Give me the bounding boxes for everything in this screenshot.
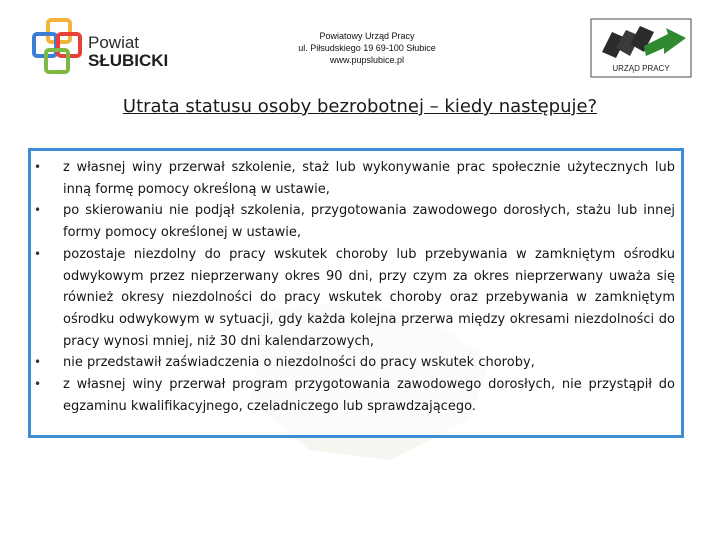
org-address: ul. Piłsudskiego 19 69-100 Słubice: [298, 43, 436, 53]
org-name: Powiatowy Urząd Pracy: [319, 31, 415, 41]
powiat-slubicki-logo: [30, 16, 172, 82]
bullet-icon: •: [34, 160, 42, 174]
bullet-list: [31, 151, 681, 417]
list-item-text: z własnej winy przerwał program przygotowania zawodowego dorosłych, nie przystąpił do egzaminu kwalifikacyjnego, czeladniczego lub sprawdzającego.: [63, 377, 675, 414]
list-item: [31, 352, 675, 374]
office-header: [262, 30, 472, 66]
list-item: [31, 244, 675, 353]
bullet-icon: •: [34, 377, 42, 392]
logo-text-line1: Powiat: [88, 33, 140, 52]
logo-squares-icon: [30, 16, 86, 80]
list-item-text: po skierowaniu nie podjął szkolenia, przygotowania zawodowego dorosłych, stażu lub innej formy pomocy określonej w ustawie,: [63, 203, 675, 241]
urzad-pracy-logo: [590, 18, 692, 78]
list-item-text: pozostaje niezdolny do pracy wskutek choroby lub przebywania w zamkniętym ośrodku odwykowym przez nieprzerwany okres 90 dni, przy czym za okres nieprzerwany uważa się również okresy niezdolności do pracy wskutek choroby oraz przebywania w zamkniętym ośrodku odwykowym w sytuacji, gdy każda kolejna przerwa między okresami niezdolności do pracy wynosi mniej, niż 30 dni kalendarzowych,: [63, 246, 675, 349]
page-title: Utrata statusu osoby bezrobotnej – kiedy następuje?: [122, 96, 598, 117]
org-website: www.pupslubice.pl: [329, 55, 405, 65]
logo-text-line2: SŁUBICKI: [88, 51, 169, 70]
list-item: [31, 200, 675, 243]
list-item-text: nie przedstawił zaświadczenia o niezdolności do pracy wskutek choroby,: [63, 355, 535, 371]
bullet-icon: •: [34, 203, 42, 218]
list-item: [31, 374, 675, 417]
logo-right-text: URZĄD PRACY: [612, 64, 670, 73]
content-box: [28, 148, 684, 438]
bullet-icon: •: [34, 355, 42, 370]
list-item-text: z własnej winy przerwał szkolenie, staż lub wykonywanie prac społecznie użytecznych lub inną formę pomocy określoną w ustawie,: [63, 160, 675, 197]
list-item: [31, 157, 675, 200]
bullet-icon: •: [34, 246, 42, 261]
